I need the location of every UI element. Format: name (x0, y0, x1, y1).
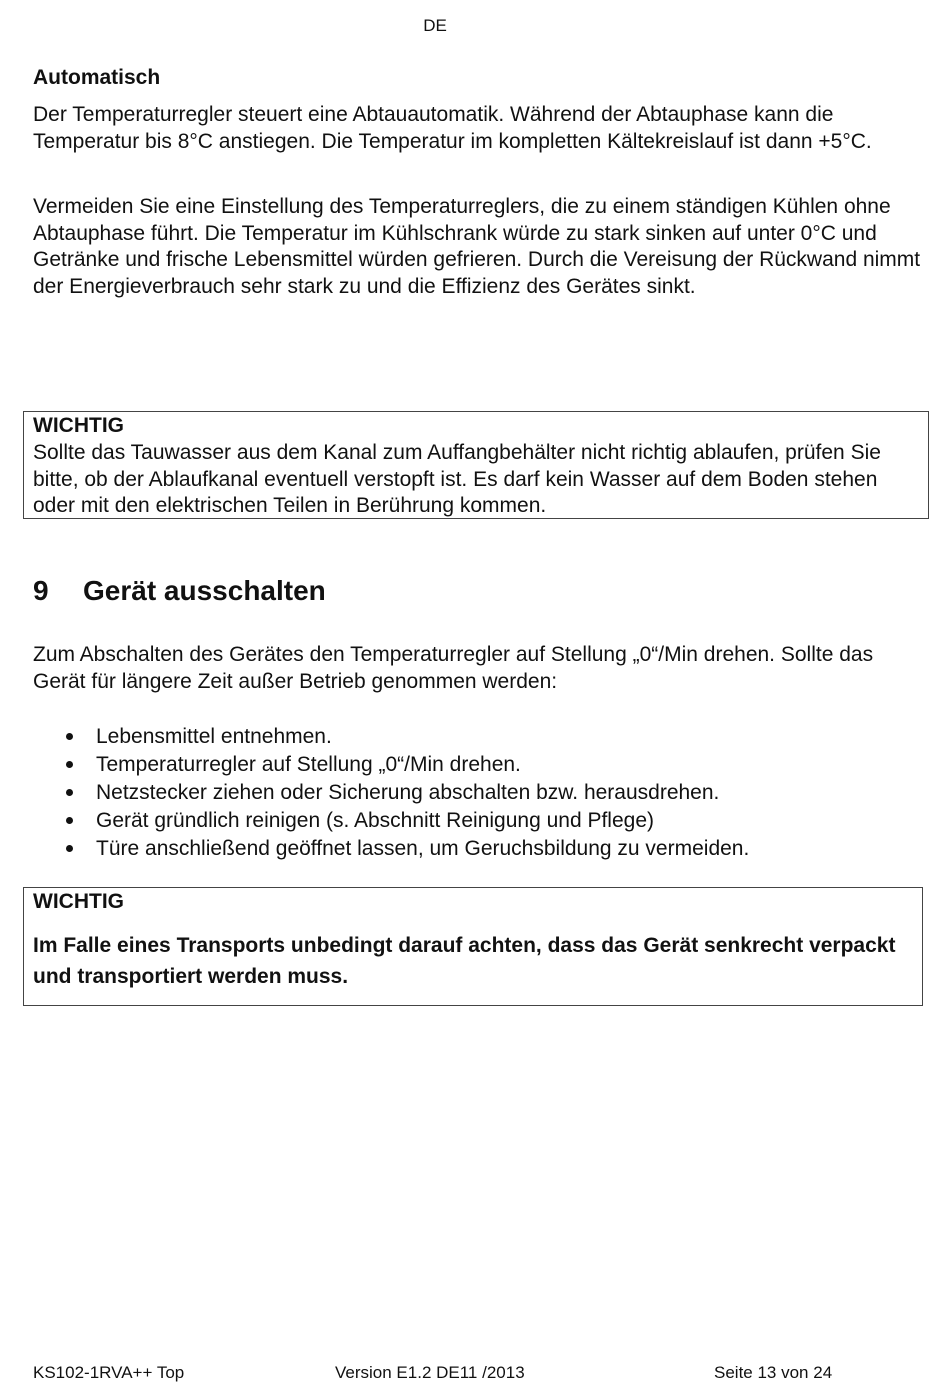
list-item-text: Lebensmittel entnehmen. (96, 725, 332, 748)
notice-box-transport (23, 887, 923, 1006)
bullet-icon (66, 845, 73, 852)
list-item (33, 807, 923, 835)
list-item-text: Temperaturregler auf Stellung „0“/Min drehen. (96, 753, 521, 776)
list-item (33, 835, 923, 863)
language-code: DE (423, 16, 447, 35)
subheading-automatisch: Automatisch (33, 66, 161, 89)
list-item-text: Türe anschließend geöffnet lassen, um Geruchsbildung zu vermeiden. (96, 837, 750, 860)
section-title: Gerät ausschalten (83, 575, 326, 606)
list-item-text: Netzstecker ziehen oder Sicherung abschalten bzw. herausdrehen. (96, 781, 720, 804)
list-item-text: Gerät gründlich reinigen (s. Abschnitt Reinigung und Pflege) (96, 809, 654, 832)
bullet-icon (66, 789, 73, 796)
paragraph-defrost: Der Temperaturregler steuert eine Abtauautomatik. Während der Abtauphase kann die Temperatur bis 8°C anstiegen. Die Temperatur im kompletten Kältekreislauf ist dann +5°C. (33, 103, 872, 153)
bullet-icon (66, 761, 73, 768)
list-item (33, 779, 923, 807)
footer-version: Version E1.2 DE11 /2013 (335, 1363, 525, 1382)
footer-page-number: Seite 13 von 24 (714, 1363, 833, 1382)
notice-text: Im Falle eines Transports unbedingt darauf achten, dass das Gerät senkrecht verpackt und transportiert werden muss. (33, 934, 896, 988)
bullet-icon (66, 733, 73, 740)
paragraph-switch-off: Zum Abschalten des Gerätes den Temperaturregler auf Stellung „0“/Min drehen. Sollte das Gerät für längere Zeit außer Betrieb genommen werden: (33, 643, 874, 693)
list-item (33, 723, 923, 751)
footer-model: KS102-1RVA++ Top (33, 1363, 185, 1382)
section-heading (33, 575, 326, 607)
paragraph-avoid-setting: Vermeiden Sie eine Einstellung des Temperaturreglers, die zu einem ständigen Kühlen ohne Abtauphase führt. Die Temperatur im Kühlschrank würde zu stark sinken auf unter 0°C und Getränke und frische Lebensmittel würden gefrieren. Durch die Vereisung der Rückwand nimmt der Energieverbrauch sehr stark zu und die Effizienz des Gerätes sinkt. (33, 195, 921, 298)
notice-box-drain (23, 411, 929, 519)
list-item (33, 751, 923, 779)
bullet-list (33, 723, 923, 863)
notice-text: Sollte das Tauwasser aus dem Kanal zum Auffangbehälter nicht richtig ablaufen, prüfen Sie bitte, ob der Ablaufkanal eventuell verstopft ist. Es darf kein Wasser auf dem Boden stehen oder mit den elektrischen Teilen in Berührung kommen. (33, 441, 881, 517)
section-number: 9 (33, 575, 49, 606)
bullet-icon (66, 817, 73, 824)
notice-title: WICHTIG (33, 414, 124, 437)
notice-title: WICHTIG (33, 890, 124, 913)
